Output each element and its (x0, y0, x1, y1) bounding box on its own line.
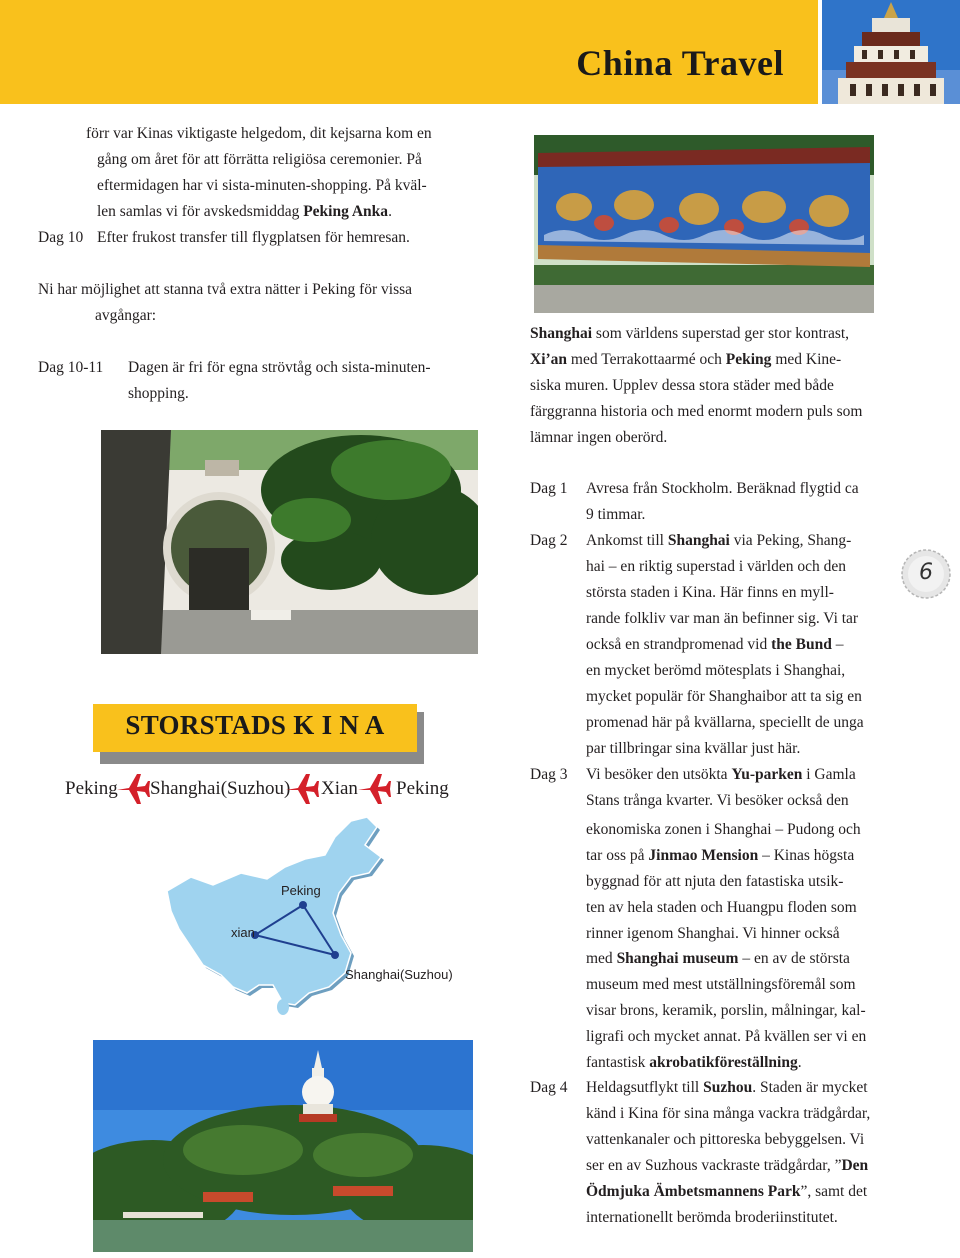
airplane-icon (115, 772, 151, 811)
airplane-icon (284, 772, 320, 811)
day-label: Dag 10 (38, 229, 84, 246)
day-text: Avresa från Stockholm. Beräknad flygtid ca (586, 480, 859, 497)
map-label: Peking (281, 883, 321, 898)
day-label: Dag 1 (530, 480, 568, 497)
day-text: internationellt berömda broderiinstitutet. (586, 1209, 838, 1226)
day-text: mycket populär för Shanghaibor att ta sig en (586, 688, 862, 705)
extra-nights-line: Ni har möjlighet att stanna två extra nätter i Peking för vissa (38, 281, 413, 298)
day-text: vattenkanaler och pittoreska bebyggelsen. Vi (586, 1131, 865, 1148)
china-map (155, 815, 455, 1025)
day-text: museum med mest utställningsföremål som (586, 976, 856, 993)
day-text: fantastisk akrobatikföreställning. (586, 1054, 802, 1071)
itinerary-line: gång om året för att förrätta religiösa ceremonier. På (97, 151, 422, 168)
intro-line: färggranna historia och med enormt modern puls som (530, 403, 863, 420)
day-text: Efter frukost transfer till flygplatsen för hemresan. (97, 229, 410, 246)
day-text: visar brons, keramik, porslin, målningar, kal- (586, 1002, 866, 1019)
intro-line: lämnar ingen oberörd. (530, 429, 668, 446)
white-pagoda-photo (93, 1040, 473, 1252)
itinerary-line: len samlas vi för avskedsmiddag Peking Anka. (97, 203, 392, 220)
day-text: ligrafi och mycket annat. På kvällen ser vi en (586, 1028, 867, 1045)
page-number: 6 (919, 560, 933, 585)
itinerary-line: eftermidagen har vi sista-minuten-shopping. På kväl- (97, 177, 427, 194)
map-label: xian (231, 925, 255, 940)
page-number-badge (900, 548, 952, 600)
day-text: Ödmjuka Ämbetsmannens Park”, samt det (586, 1183, 868, 1200)
day-text: ekonomiska zonen i Shanghai – Pudong och (586, 821, 861, 838)
day-label: Dag 3 (530, 766, 568, 783)
day-text: Stans trånga kvarter. Vi besöker också den (586, 792, 849, 809)
day-text: 9 timmar. (586, 506, 646, 523)
day-text: Ankomst till Shanghai via Peking, Shang- (586, 532, 852, 549)
day-text: byggnad för att njuta den fatastiska utsik- (586, 873, 844, 890)
day-text: ser en av Suzhous vackraste trädgårdar, ”Den (586, 1157, 869, 1174)
map-label: Shanghai(Suzhou) (345, 967, 453, 982)
day-label: Dag 4 (530, 1079, 568, 1096)
page-title: China Travel (576, 43, 784, 83)
day-label: Dag 2 (530, 532, 568, 549)
extra-nights-line: avgångar: (95, 307, 157, 324)
day-text: känd i Kina för sina många vackra trädgårdar, (586, 1105, 871, 1122)
route-city: Xian (321, 778, 358, 799)
day-text: största staden i Kina. Här finns en myll- (586, 584, 834, 601)
tour-banner (93, 704, 417, 752)
intro-line: siska muren. Upplev dessa stora städer med både (530, 377, 834, 394)
tour-title: STORSTADS K I N A (125, 710, 385, 740)
itinerary-line: förr var Kinas viktigaste helgedom, dit kejsarna kom en (86, 125, 432, 142)
route-city: Peking (65, 778, 118, 799)
intro-line: Xi’an med Terrakottaarmé och Peking med Kine- (530, 351, 842, 368)
day-text: också en strandpromenad vid the Bund – (586, 636, 844, 653)
day-text: promenad här på kvällarna, speciellt de unga (586, 714, 864, 731)
day-label: Dag 10-11 (38, 359, 104, 376)
day-text: tar oss på Jinmao Mension – Kinas högsta (586, 847, 855, 864)
day-text: hai – en riktig superstad i världen och den (586, 558, 846, 575)
day-text: Dagen är fri för egna strövtåg och sista-minuten- (128, 359, 431, 376)
day-text: Heldagsutflykt till Suzhou. Staden är mycket (586, 1079, 868, 1096)
day-text: rinner igenom Shanghai. Vi hinner också (586, 925, 840, 942)
day-text: med Shanghai museum – en av de största (586, 950, 850, 967)
garden-moon-gate-photo (101, 430, 478, 654)
day-text: par tillbringar sina kvällar just här. (586, 740, 801, 757)
day-text: en mycket berömd mötesplats i Shanghai, (586, 662, 846, 679)
day-text: ten av hela staden och Huangpu floden som (586, 899, 857, 916)
day-text: Vi besöker den utsökta Yu-parken i Gamla (586, 766, 856, 783)
route-city: Peking (396, 778, 449, 799)
airplane-icon (356, 772, 392, 811)
day-text: shopping. (128, 385, 189, 402)
dragon-wall-photo (534, 135, 874, 313)
day-text: rande folkliv var man än befinner sig. Vi tar (586, 610, 859, 627)
route-city: Shanghai(Suzhou) (150, 778, 291, 799)
intro-line: Shanghai som världens superstad ger stor kontrast, (530, 325, 850, 342)
temple-photo (822, 0, 960, 104)
